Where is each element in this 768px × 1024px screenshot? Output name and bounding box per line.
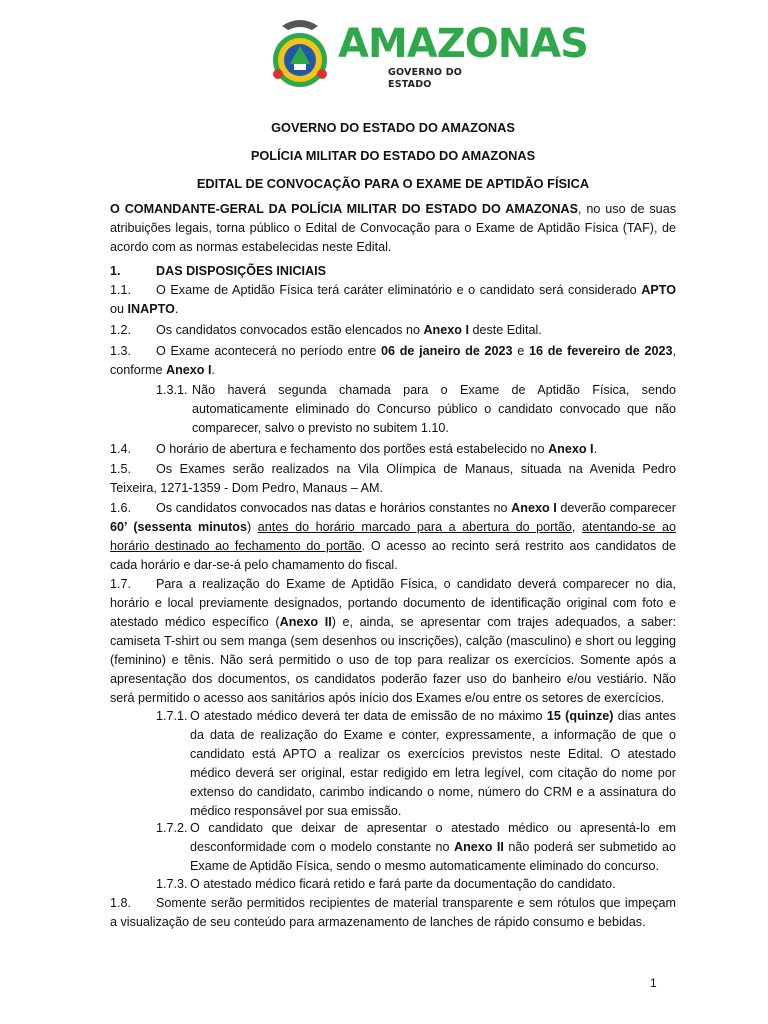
item-text: e <box>512 344 529 358</box>
heading-government: GOVERNO DO ESTADO DO AMAZONAS <box>271 120 515 135</box>
item-bold: Anexo I <box>548 442 594 456</box>
item-1-8 <box>110 894 676 932</box>
item-number: 1.6. <box>110 501 132 515</box>
intro-rest: , no uso de suas atribuições legais, torna público o Edital de Convocação para o Exame de Aptidão Física (TAF), de acordo com as normas estabelecidas neste Edital. <box>110 202 676 254</box>
item-number: 1.3. <box>110 344 132 358</box>
item-1-1 <box>110 281 676 319</box>
item-text: O Exame de Aptidão Física terá caráter eliminatório e o candidato será considerado <box>156 283 642 297</box>
item-bold: 60’ (sessenta minutos <box>110 520 247 534</box>
item-text: ) e, ainda, se apresentar com trajes adequados, a saber: camiseta T-shirt ou sem manga (sem desenhos ou inscrições), calção (masculino) e short ou legging (feminino) e tênis. Não será permitido o uso de top para realizar os exercícios. Somente após a apresentação dos documentos, os candidatos poderão fazer uso do banheiro e/ou vestiário. Não será permitido o acesso aos sanitários após início dos Exames e/ou entre os setores de exercícios. <box>110 615 676 705</box>
item-text: ) <box>246 520 258 534</box>
item-1-6 <box>110 499 676 575</box>
item-bold: 15 (quinze) <box>546 709 614 723</box>
item-text: não poderá ser submetido ao Exame de Aptidão Física, sendo o mesmo automaticamente eliminado do concurso. <box>190 840 676 873</box>
item-1-7 <box>110 575 676 708</box>
item-text: . <box>593 442 598 456</box>
logo-title: AMAZONAS <box>338 21 588 67</box>
item-text: . O acesso ao recinto será restrito aos candidatos de cada horário e dar-se-á pelo chamamento do fiscal. <box>110 539 676 572</box>
item-1-7-2 <box>190 819 676 876</box>
intro-bold: O COMANDANTE-GERAL DA POLÍCIA MILITAR DO ESTADO DO AMAZONAS <box>110 202 578 216</box>
section-number: 1. <box>110 264 121 278</box>
item-text: Os candidatos convocados nas datas e horários constantes no <box>156 501 512 515</box>
item-1-2 <box>110 321 676 340</box>
coat-of-arms-icon <box>268 12 332 92</box>
item-text: Somente serão permitidos recipientes de material transparente e sem rótulos que impeçam a visualização de seu conteúdo para armazenamento de lanches de rápido consumo e bebidas. <box>110 896 676 929</box>
intro-paragraph <box>110 200 676 257</box>
item-number: 1.7.3. <box>156 877 188 891</box>
item-text: . <box>174 302 179 316</box>
item-bold: 16 de fevereiro de 2023 <box>529 344 673 358</box>
item-number: 1.5. <box>110 462 132 476</box>
item-number: 1.7.1. <box>156 709 188 723</box>
item-number: 1.2. <box>110 323 132 337</box>
item-number: 1.3.1. <box>156 383 188 397</box>
item-text: Os Exames serão realizados na Vila Olímpica de Manaus, situada na Avenida Pedro Teixeira, 1271-1359 - Dom Pedro, Manaus – AM. <box>110 462 676 495</box>
item-text: . <box>211 363 215 377</box>
item-number: 1.1. <box>110 283 132 297</box>
item-bold: APTO <box>641 283 676 297</box>
item-text: O atestado médico deverá ter data de emissão de no máximo <box>190 709 547 723</box>
item-1-4 <box>110 440 676 459</box>
item-1-7-3: O atestado médico ficará retido e fará parte da documentação do candidato. <box>190 877 616 891</box>
item-text: ou <box>110 302 128 316</box>
item-bold: Anexo I <box>511 501 557 515</box>
item-text: Os candidatos convocados estão elencados no <box>156 323 424 337</box>
item-bold: Anexo I <box>423 323 469 337</box>
item-underline: atentando-se ao horário destinado ao fechamento do portão <box>110 520 677 553</box>
state-logo <box>268 12 588 92</box>
item-text: deste Edital. <box>468 323 542 337</box>
item-text: O Exame acontecerá no período entre <box>156 344 381 358</box>
item-bold: Anexo II <box>454 840 504 854</box>
item-1-3 <box>110 342 676 380</box>
item-text: , <box>571 520 582 534</box>
section-title: DAS DISPOSIÇÕES INICIAIS <box>156 264 327 278</box>
item-bold: INAPTO <box>127 302 175 316</box>
page-number: 1 <box>650 976 657 990</box>
item-text: Para a realização do Exame de Aptidão Física, o candidato deverá comparecer no dia, horário e local previamente designados, portando documento de identificação original com foto e atestado médico específico ( <box>110 577 676 629</box>
item-number: 1.4. <box>110 442 132 456</box>
item-number: 1.8. <box>110 896 132 910</box>
item-text: dias antes da data de realização do Exame e conter, expressamente, a informação de que o candidato está APTO a realizar os exercícios previstos neste Edital. O atestado médico deverá ser original, estar redigido em letra legível, com citação do nome por extenso do candidato, carimbo indicando o nome, número do CRM e a assinatura do médico responsável por sua emissão. <box>190 709 676 818</box>
item-text: deverão comparecer <box>556 501 676 515</box>
item-number: 1.7.2. <box>156 821 188 835</box>
item-1-3-1: Não haverá segunda chamada para o Exame de Aptidão Física, sendo automaticamente eliminado do Concurso público o candidato convocado que não comparecer, salvo o previsto no subitem 1.10. <box>192 383 676 435</box>
heading-edital: EDITAL DE CONVOCAÇÃO PARA O EXAME DE APTIDÃO FÍSICA <box>196 176 590 191</box>
item-bold: Anexo II <box>279 615 332 629</box>
item-text: O horário de abertura e fechamento dos portões está estabelecido no <box>156 442 549 456</box>
item-1-7-1 <box>190 707 676 821</box>
item-number: 1.7. <box>110 577 132 591</box>
logo-subtitle: GOVERNO DO ESTADO <box>388 67 463 90</box>
item-text: , conforme <box>110 344 676 377</box>
heading-police: POLÍCIA MILITAR DO ESTADO DO AMAZONAS <box>250 148 536 163</box>
item-text: O candidato que deixar de apresentar o atestado médico ou apresentá-lo em desconformidade com o modelo constante no <box>190 821 676 854</box>
item-bold: Anexo I <box>166 363 212 377</box>
item-1-5 <box>110 460 676 498</box>
section-1-heading <box>110 262 676 281</box>
item-bold: 06 de janeiro de 2023 <box>381 344 513 358</box>
item-underline: antes do horário marcado para a abertura do portão <box>257 520 572 534</box>
